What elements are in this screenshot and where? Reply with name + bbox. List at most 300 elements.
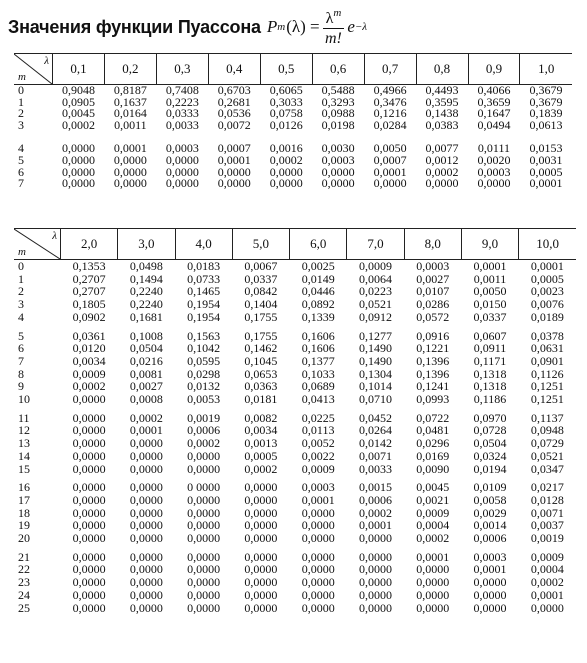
probability-cell: 0,0007: [373, 152, 407, 167]
probability-cell: 0,1186: [473, 392, 507, 407]
probability-cell: 0,0504: [129, 341, 163, 356]
probability-cell: 0,0005: [244, 448, 278, 463]
probability-cell: 0,0007: [217, 141, 251, 156]
probability-cell: 0,0000: [301, 575, 335, 590]
probability-cell: 0,1318: [473, 379, 507, 394]
probability-cell: 0,0034: [72, 353, 106, 368]
row-m-value: 15: [18, 461, 30, 476]
probability-cell: 0,0000: [187, 549, 221, 564]
probability-cell: 0,0000: [244, 562, 278, 577]
probability-cell: 0,0021: [416, 492, 450, 507]
formula-exp: −λ: [354, 21, 368, 33]
probability-cell: 0,1954: [187, 309, 221, 324]
table2-col-header: 8,0: [404, 229, 461, 260]
row-m-value: 2: [18, 106, 24, 121]
row-m-value: 21: [18, 549, 30, 564]
probability-cell: 0,0225: [301, 410, 335, 425]
probability-cell: 0,0025: [301, 259, 335, 273]
row-m-value: 19: [18, 518, 30, 533]
table-row: [14, 545, 576, 564]
probability-cell: 0,0000: [425, 176, 459, 191]
row-m-value: 22: [18, 562, 30, 577]
table-row: [14, 576, 576, 589]
probability-cell: 0,0120: [72, 341, 106, 356]
probability-cell: 0,0000: [244, 480, 278, 495]
probability-cell: 0,0001: [473, 562, 507, 577]
probability-cell: 0,0595: [187, 353, 221, 368]
table-row: [14, 298, 576, 311]
probability-cell: 0,0613: [529, 117, 563, 132]
probability-cell: 0,1339: [301, 309, 335, 324]
probability-cell: 0,0000: [72, 480, 106, 495]
probability-cell: 0,0710: [358, 392, 392, 407]
probability-cell: 0,0001: [358, 518, 392, 533]
probability-cell: 0,0000: [61, 152, 95, 167]
row-m-value: 6: [18, 164, 24, 179]
probability-cell: 0,0000: [187, 562, 221, 577]
probability-cell: 0,0000: [129, 562, 163, 577]
table2-col-header: 10,0: [519, 229, 576, 260]
table2-col-header: 7,0: [347, 229, 404, 260]
probability-cell: 0,0000: [416, 587, 450, 602]
probability-cell: 0,1839: [529, 106, 563, 121]
table1-body: [14, 85, 572, 190]
table-row: [14, 355, 576, 368]
probability-cell: 0,0347: [530, 461, 564, 476]
probability-cell: 0,0003: [321, 152, 355, 167]
probability-cell: 0,0000: [473, 575, 507, 590]
probability-cell: 0,0014: [473, 518, 507, 533]
probability-cell: 0,0653: [244, 366, 278, 381]
probability-cell: 0,0000: [72, 436, 106, 451]
probability-cell: 0,0000: [61, 164, 95, 179]
row-m-value: 5: [18, 328, 24, 343]
probability-cell: 0,2707: [72, 284, 106, 299]
probability-cell: 0,0030: [321, 141, 355, 156]
poisson-table-small-lambda: [14, 53, 572, 190]
row-m-value: 16: [18, 480, 30, 495]
probability-cell: 0,0045: [61, 106, 95, 121]
probability-cell: 0,0000: [165, 152, 199, 167]
probability-cell: 0,0498: [129, 259, 163, 273]
probability-cell: 0,0001: [113, 141, 147, 156]
probability-cell: 0,0000: [129, 518, 163, 533]
page-title: [8, 6, 367, 48]
probability-cell: 0,0948: [530, 423, 564, 438]
probability-cell: 0,0000: [321, 164, 355, 179]
table2-corner-lambda: λ: [52, 230, 57, 242]
table2-corner-m: m: [18, 246, 26, 258]
title-text: Значения функции Пуассона: [8, 16, 261, 37]
probability-cell: 0,0002: [530, 575, 564, 590]
probability-cell: 0,1126: [531, 366, 564, 381]
probability-cell: 0,0029: [473, 505, 507, 520]
probability-cell: 0,1251: [530, 379, 564, 394]
probability-cell: 0,0072: [217, 117, 251, 132]
probability-cell: 0,0296: [416, 436, 450, 451]
probability-cell: 0,0081: [129, 366, 163, 381]
table-row: [14, 437, 576, 450]
probability-cell: 0,0446: [301, 284, 335, 299]
probability-cell: 0,0000: [530, 600, 564, 615]
table-row: [14, 178, 572, 190]
table2-col-header: 2,0: [61, 229, 118, 260]
probability-cell: 0,0009: [530, 549, 564, 564]
probability-cell: 0,2707: [72, 271, 106, 286]
probability-cell: 0,1045: [244, 353, 278, 368]
table-row: [14, 131, 572, 155]
probability-cell: 0,0000: [301, 505, 335, 520]
probability-cell: 0,0019: [530, 531, 564, 546]
table2-col-header: 5,0: [232, 229, 289, 260]
probability-cell: 0,0126: [269, 117, 303, 132]
probability-cell: 0,1606: [301, 328, 335, 343]
probability-cell: 0,0000: [113, 176, 147, 191]
probability-cell: 0,0034: [244, 423, 278, 438]
probability-cell: 0,0183: [187, 259, 221, 273]
probability-cell: 0,0000: [129, 587, 163, 602]
probability-cell: 0,0970: [473, 410, 507, 425]
probability-cell: 0,0067: [244, 259, 278, 273]
probability-cell: 0,0011: [114, 117, 147, 132]
table1-col-header: 0,4: [208, 54, 260, 85]
probability-cell: 0,0000: [72, 531, 106, 546]
probability-cell: 0,0000: [244, 531, 278, 546]
probability-cell: 0,0000: [187, 531, 221, 546]
row-m-value: 9: [18, 379, 24, 394]
probability-cell: 0,0132: [187, 379, 221, 394]
probability-cell: 0,0000: [301, 549, 335, 564]
probability-cell: 0,0058: [473, 492, 507, 507]
probability-cell: 0,1755: [244, 309, 278, 324]
probability-cell: 0 0000: [187, 480, 221, 495]
table1-col-header: 0,1: [53, 54, 105, 85]
formula-fraction: [323, 8, 345, 47]
probability-cell: 0,0002: [416, 531, 450, 546]
probability-cell: 0,0536: [217, 106, 251, 121]
probability-cell: 0,3595: [425, 94, 459, 109]
probability-cell: 0,0001: [373, 164, 407, 179]
probability-cell: 0,1954: [187, 297, 221, 312]
row-m-value: 4: [18, 141, 24, 156]
probability-cell: 0,0000: [72, 392, 106, 407]
probability-cell: 0,0337: [473, 309, 507, 324]
probability-cell: 0,0005: [529, 164, 563, 179]
probability-cell: 0,0000: [321, 176, 355, 191]
probability-cell: 0,1137: [531, 410, 564, 425]
probability-cell: 0,3659: [477, 94, 511, 109]
probability-cell: 0,0006: [473, 531, 507, 546]
probability-cell: 0,0198: [321, 117, 355, 132]
formula-denominator: m!: [325, 29, 342, 47]
probability-cell: 0,1318: [473, 366, 507, 381]
probability-cell: 0,0413: [301, 392, 335, 407]
probability-cell: 0,1304: [358, 366, 392, 381]
row-m-value: 25: [18, 600, 30, 615]
probability-cell: 0,0000: [113, 164, 147, 179]
probability-cell: 0,0001: [530, 259, 564, 273]
probability-cell: 0,0050: [373, 141, 407, 156]
table1-col-header: 0,8: [416, 54, 468, 85]
probability-cell: 0,0012: [425, 152, 459, 167]
probability-cell: 0,0000: [373, 176, 407, 191]
probability-cell: 0,0000: [416, 600, 450, 615]
probability-cell: 0,9048: [61, 83, 95, 97]
probability-cell: 0,0001: [301, 492, 335, 507]
formula-numerator: [323, 8, 345, 29]
probability-cell: 0,0008: [129, 392, 163, 407]
row-m-value: 7: [18, 353, 24, 368]
probability-cell: 0,1563: [187, 328, 221, 343]
row-m-value: 1: [18, 271, 24, 286]
probability-cell: 0,0000: [269, 176, 303, 191]
probability-cell: 0,0000: [244, 600, 278, 615]
row-m-value: 18: [18, 505, 30, 520]
table1-col-header: 0,7: [364, 54, 416, 85]
probability-cell: 0,0004: [416, 518, 450, 533]
table1-corner-m: m: [18, 71, 26, 83]
probability-cell: 0,0000: [416, 562, 450, 577]
probability-cell: 0,0064: [358, 271, 392, 286]
probability-cell: 0,0911: [473, 341, 507, 356]
probability-cell: 0,1396: [416, 366, 450, 381]
probability-cell: 0,0015: [358, 480, 392, 495]
probability-cell: 0,0000: [187, 505, 221, 520]
probability-cell: 0,0052: [301, 436, 335, 451]
probability-cell: 0,0916: [416, 328, 450, 343]
probability-cell: 0,0494: [477, 117, 511, 132]
probability-cell: 0,0027: [416, 271, 450, 286]
table1-header-row: [14, 54, 572, 85]
probability-cell: 0,0033: [358, 461, 392, 476]
probability-cell: 0,0000: [165, 164, 199, 179]
probability-cell: 0,3476: [373, 94, 407, 109]
probability-cell: 0,1353: [72, 259, 106, 273]
probability-cell: 0,0000: [72, 461, 106, 476]
probability-cell: 0,0631: [530, 341, 564, 356]
probability-cell: 0,0333: [165, 106, 199, 121]
probability-cell: 0,0000: [187, 518, 221, 533]
probability-cell: 0,1805: [72, 297, 106, 312]
table1-corner-lambda: λ: [44, 55, 49, 67]
probability-cell: 0,8187: [113, 83, 147, 97]
probability-cell: 0,0000: [187, 448, 221, 463]
probability-cell: 0,0481: [416, 423, 450, 438]
table-row: [14, 450, 576, 463]
probability-cell: 0,0000: [244, 492, 278, 507]
probability-cell: 0,0000: [165, 176, 199, 191]
row-m-value: 10: [18, 392, 30, 407]
probability-cell: 0,0071: [358, 448, 392, 463]
probability-cell: 0,0000: [129, 436, 163, 451]
probability-cell: 0,0000: [129, 549, 163, 564]
table2-col-header: 6,0: [290, 229, 347, 260]
probability-cell: 0,0000: [244, 549, 278, 564]
probability-cell: 0,0722: [416, 410, 450, 425]
probability-cell: 0,0729: [530, 436, 564, 451]
probability-cell: 0,0298: [187, 366, 221, 381]
row-m-value: 7: [18, 176, 24, 191]
probability-cell: 0,0001: [217, 152, 251, 167]
row-m-value: 11: [18, 410, 30, 425]
probability-cell: 0,2681: [217, 94, 251, 109]
probability-cell: 0,0000: [72, 518, 106, 533]
probability-cell: 0,0003: [416, 259, 450, 273]
probability-cell: 0,1755: [244, 328, 278, 343]
probability-cell: 0,0009: [301, 461, 335, 476]
probability-cell: 0,0181: [244, 392, 278, 407]
row-m-value: 14: [18, 448, 30, 463]
probability-cell: 0,0003: [165, 141, 199, 156]
probability-cell: 0,0037: [530, 518, 564, 533]
row-m-value: 4: [18, 309, 24, 324]
probability-cell: 0,1494: [129, 271, 163, 286]
probability-cell: 0,3679: [529, 83, 563, 97]
probability-cell: 0,0013: [244, 436, 278, 451]
probability-cell: 0,0033: [165, 117, 199, 132]
probability-cell: 0,0142: [358, 436, 392, 451]
probability-cell: 0,0071: [530, 505, 564, 520]
probability-cell: 0,1216: [373, 106, 407, 121]
probability-cell: 0,0000: [129, 531, 163, 546]
probability-cell: 0,1033: [301, 366, 335, 381]
poisson-formula: [267, 8, 367, 47]
probability-cell: 0,0000: [72, 600, 106, 615]
table-row: [14, 602, 576, 615]
row-m-value: 8: [18, 366, 24, 381]
probability-cell: 0,0001: [529, 176, 563, 191]
probability-cell: 0,1606: [301, 341, 335, 356]
table-row: [14, 260, 576, 273]
probability-cell: 0,0000: [358, 600, 392, 615]
table2-header-row: [14, 229, 576, 260]
table2-col-header: 4,0: [175, 229, 232, 260]
table2-col-header: 3,0: [118, 229, 175, 260]
probability-cell: 0,0902: [72, 309, 106, 324]
probability-cell: 0,0000: [72, 410, 106, 425]
formula-p: P: [266, 17, 278, 36]
probability-cell: 0,0000: [358, 587, 392, 602]
probability-cell: 0,0002: [269, 152, 303, 167]
table2-col-header: 9,0: [461, 229, 518, 260]
probability-cell: 0,1404: [244, 297, 278, 312]
table-row: [14, 589, 576, 602]
table-row: [14, 475, 576, 494]
table1-col-header: 0,3: [156, 54, 208, 85]
probability-cell: 0,0000: [187, 492, 221, 507]
probability-cell: 0,0153: [529, 141, 563, 156]
probability-cell: 0,0000: [129, 575, 163, 590]
probability-cell: 0,0324: [473, 448, 507, 463]
probability-cell: 0,0728: [473, 423, 507, 438]
row-m-value: 6: [18, 341, 24, 356]
probability-cell: 0,1490: [358, 341, 392, 356]
probability-cell: 0,0002: [425, 164, 459, 179]
formula-arg: (λ) =: [286, 17, 320, 36]
probability-cell: 0,1377: [301, 353, 335, 368]
probability-cell: 0,0077: [425, 141, 459, 156]
probability-cell: 0,0000: [72, 448, 106, 463]
probability-cell: 0,0993: [416, 392, 450, 407]
probability-cell: 0,0002: [129, 410, 163, 425]
probability-cell: 0,0128: [530, 492, 564, 507]
probability-cell: 0,0027: [129, 379, 163, 394]
probability-cell: 0,1241: [416, 379, 450, 394]
row-m-value: 5: [18, 152, 24, 167]
probability-cell: 0,0001: [129, 423, 163, 438]
probability-cell: 0,0020: [477, 152, 511, 167]
probability-cell: 0,0082: [244, 410, 278, 425]
row-m-value: 12: [18, 423, 30, 438]
probability-cell: 0,6703: [217, 83, 251, 97]
probability-cell: 0,0000: [358, 562, 392, 577]
row-m-value: 3: [18, 297, 24, 312]
table-row: [14, 463, 576, 476]
probability-cell: 0,0000: [473, 587, 507, 602]
probability-cell: 0,1462: [244, 341, 278, 356]
formula-sub-m: m: [277, 21, 286, 33]
table1-col-header: 0,5: [260, 54, 312, 85]
probability-cell: 0,0000: [269, 164, 303, 179]
probability-cell: 0,0023: [530, 284, 564, 299]
probability-cell: 0,0000: [129, 600, 163, 615]
probability-cell: 0,1465: [187, 284, 221, 299]
row-m-value: 1: [18, 94, 24, 109]
probability-cell: 0,1647: [477, 106, 511, 121]
probability-cell: 0,0000: [217, 164, 251, 179]
probability-cell: 0,1396: [416, 353, 450, 368]
probability-cell: 0,0000: [358, 575, 392, 590]
probability-cell: 0,2223: [165, 94, 199, 109]
probability-cell: 0,0000: [129, 505, 163, 520]
probability-cell: 0,0002: [61, 117, 95, 132]
probability-cell: 0,0000: [244, 575, 278, 590]
table-row: [14, 311, 576, 324]
probability-cell: 0,0363: [244, 379, 278, 394]
probability-cell: 0,0689: [301, 379, 335, 394]
probability-cell: 0,0000: [113, 152, 147, 167]
probability-cell: 0,0000: [416, 575, 450, 590]
probability-cell: 0,0901: [530, 353, 564, 368]
table1-corner: [14, 54, 53, 85]
probability-cell: 0,5488: [321, 83, 355, 97]
probability-cell: 0,0000: [187, 461, 221, 476]
probability-cell: 0,0758: [269, 106, 303, 121]
probability-cell: 0,0000: [72, 575, 106, 590]
probability-cell: 0,0988: [321, 106, 355, 121]
probability-cell: 0,0000: [72, 549, 106, 564]
probability-cell: 0,0002: [187, 436, 221, 451]
row-m-value: 23: [18, 575, 30, 590]
probability-cell: 0,0000: [358, 531, 392, 546]
probability-cell: 0,0733: [187, 271, 221, 286]
probability-cell: 0,0000: [301, 600, 335, 615]
probability-cell: 0,0050: [473, 284, 507, 299]
table-row: [14, 324, 576, 343]
probability-cell: 0,0000: [477, 176, 511, 191]
probability-cell: 0,0000: [72, 505, 106, 520]
table1-col-header: 0,9: [468, 54, 520, 85]
probability-cell: 0,0002: [72, 379, 106, 394]
table1-col-header: 1,0: [520, 54, 572, 85]
probability-cell: 0,0045: [416, 480, 450, 495]
probability-cell: 0,2240: [129, 297, 163, 312]
row-m-value: 24: [18, 587, 30, 602]
formula-e: e: [347, 17, 355, 36]
probability-cell: 0,1042: [187, 341, 221, 356]
probability-cell: 0,1008: [129, 328, 163, 343]
probability-cell: 0,0000: [129, 480, 163, 495]
